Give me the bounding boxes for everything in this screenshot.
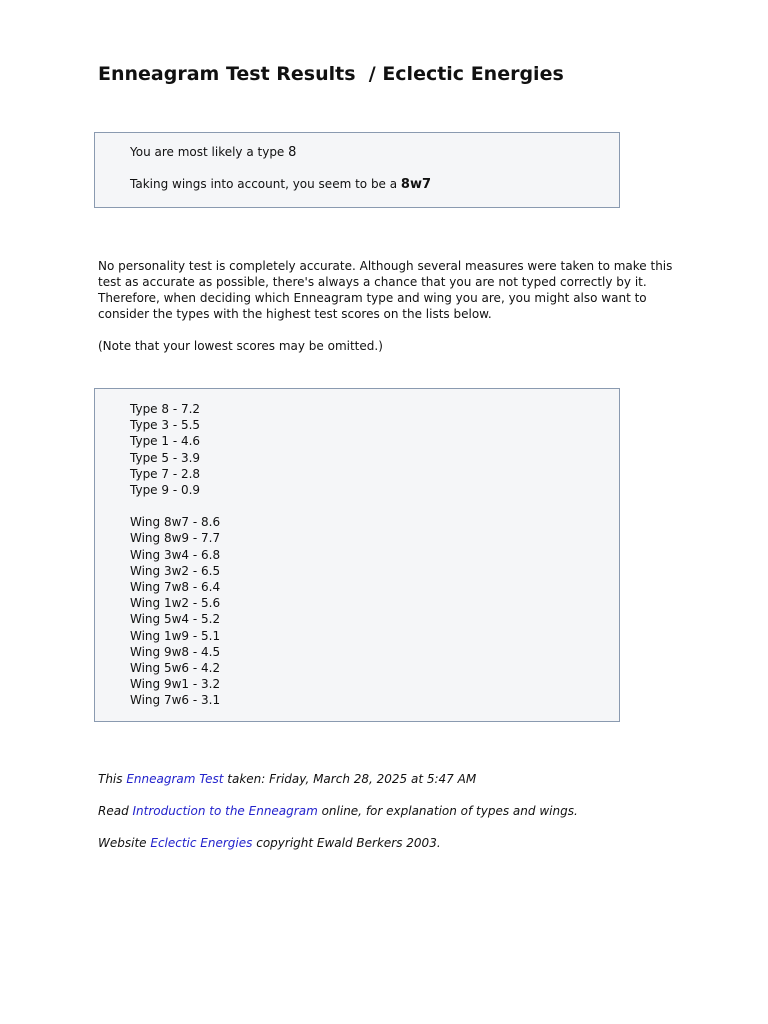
footer-read-prefix: Read bbox=[98, 804, 133, 818]
wing-score-item: Wing 5w4 - 5.2 bbox=[130, 612, 221, 627]
wing-score-item: Wing 8w9 - 7.7 bbox=[130, 531, 221, 546]
footer-site-line bbox=[98, 835, 578, 851]
type-score-item: Type 9 - 0.9 bbox=[130, 483, 201, 498]
wing-score-item: Wing 3w4 - 6.8 bbox=[130, 547, 221, 562]
footer bbox=[98, 771, 578, 867]
likely-type-value: 8 bbox=[288, 145, 297, 160]
result-box bbox=[94, 132, 620, 208]
type-score-item: Type 5 - 3.9 bbox=[130, 450, 201, 465]
page-title: Enneagram Test Results / Eclectic Energies bbox=[98, 63, 564, 85]
footer-read-line bbox=[98, 803, 578, 819]
wing-score-item: Wing 9w1 - 3.2 bbox=[130, 677, 221, 692]
footer-taken-prefix: This bbox=[98, 772, 127, 786]
wing-score-item: Wing 7w8 - 6.4 bbox=[130, 580, 221, 595]
type-score-item: Type 1 - 4.6 bbox=[130, 434, 201, 449]
likely-type-label: You are most likely a type bbox=[130, 145, 289, 159]
wing-score-item: Wing 5w6 - 4.2 bbox=[130, 661, 221, 676]
wing-score-item: Wing 1w9 - 5.1 bbox=[130, 628, 221, 643]
footer-site-suffix: copyright Ewald Berkers 2003. bbox=[252, 836, 441, 850]
wing-score-item: Wing 9w8 - 4.5 bbox=[130, 644, 221, 659]
wing-type-value: 8w7 bbox=[400, 177, 432, 192]
intro-text bbox=[98, 258, 688, 354]
wing-type-label: Taking wings into account, you seem to be a bbox=[130, 177, 401, 191]
wing-score-list bbox=[130, 514, 619, 708]
wing-score-item: Wing 1w2 - 5.6 bbox=[130, 596, 221, 611]
type-score-list bbox=[130, 401, 619, 498]
footer-taken-line bbox=[98, 771, 578, 787]
footer-taken-suffix: taken: Friday, March 28, 2025 at 5:47 AM bbox=[223, 772, 477, 786]
type-score-item: Type 8 - 7.2 bbox=[130, 402, 201, 416]
enneagram-test-link[interactable]: Enneagram Test bbox=[126, 772, 224, 786]
eclectic-energies-link[interactable]: Eclectic Energies bbox=[150, 836, 253, 850]
wing-score-item: Wing 3w2 - 6.5 bbox=[130, 563, 221, 578]
likely-type-line bbox=[130, 145, 296, 160]
type-score-item: Type 3 - 5.5 bbox=[130, 418, 201, 433]
wing-score-item: Wing 8w7 - 8.6 bbox=[130, 515, 221, 530]
introduction-link[interactable]: Introduction to the Enneagram bbox=[132, 804, 318, 818]
footer-read-suffix: online, for explanation of types and wings. bbox=[317, 804, 578, 818]
intro-note: (Note that your lowest scores may be omitted.) bbox=[98, 339, 383, 353]
scores-box bbox=[94, 388, 620, 722]
wing-score-item: Wing 7w6 - 3.1 bbox=[130, 693, 221, 708]
type-score-item: Type 7 - 2.8 bbox=[130, 466, 201, 481]
wing-type-line bbox=[130, 177, 431, 192]
intro-paragraph: No personality test is completely accurate. Although several measures were taken to make this test as accurate as possible, there's always a chance that you are not typed correctly by it. Therefore, when deciding which Enneagram type and wing you are, you might also want to consider the types with the highest test scores on the lists below. bbox=[98, 259, 673, 321]
list-spacer bbox=[130, 498, 619, 514]
footer-site-prefix: Website bbox=[98, 836, 151, 850]
